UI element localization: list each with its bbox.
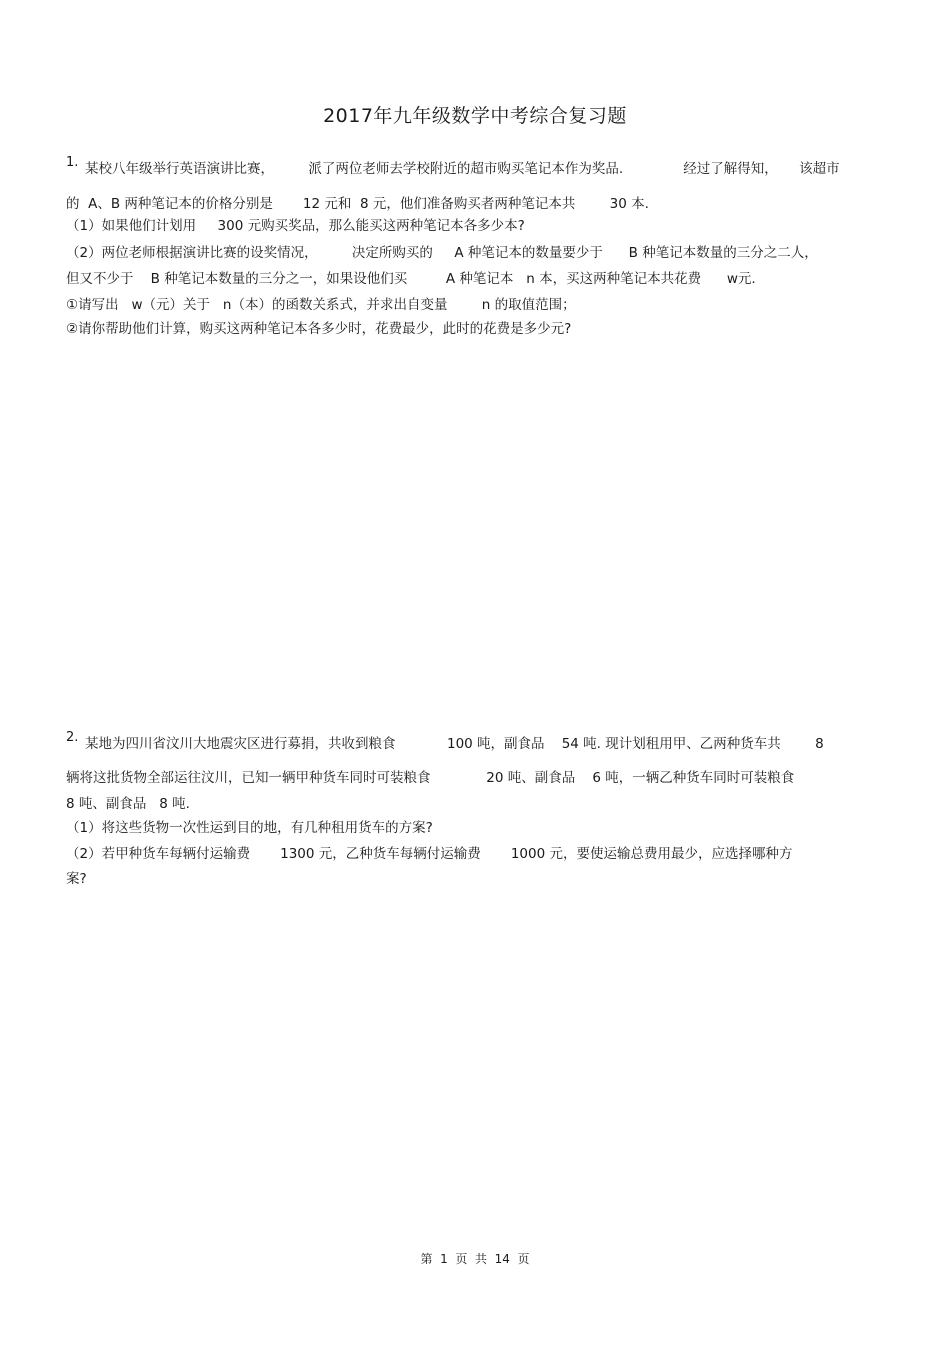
question-1-line: ②请你帮助他们计算，购买这两种笔记本各多少时，花费最少，此时的花费是多少元? <box>66 321 572 337</box>
question-2-line: 辆将这批货物全部运往汶川，已知一辆甲种货车同时可装粮食 20 吨、副食品 6 吨，一辆乙种货车同时可装粮食 <box>66 770 795 786</box>
question-1-line: （2）两位老师根据演讲比赛的设奖情况， 决定所购买的 A 种笔记本的数量要少于 B 种笔记本数量的三分之二人， <box>66 245 818 261</box>
question-1-line: 的 A、B 两种笔记本的价格分别是 12 元和 8 元，他们准备购买者两种笔记本共 30 本. <box>66 196 649 212</box>
question-2-line: （2）若甲种货车每辆付运输费 1300 元，乙种货车每辆付运输费 1000 元，要使运输总费用最少，应选择哪种方 <box>66 846 793 862</box>
page-footer: 第 1 页 共 14 页 <box>420 1252 530 1266</box>
question-1-line: 某校八年级举行英语演讲比赛， 派了两位老师去学校附近的超市购买笔记本作为奖品. 经过了解得知， 该超市 <box>85 161 840 177</box>
question-2-line: 某地为四川省汶川大地震灾区进行募捐，共收到粮食 100 吨，副食品 54 吨. 现计划租用甲、乙两种货车共 8 <box>85 736 824 752</box>
page-title: 2017年九年级数学中考综合复习题 <box>323 105 627 127</box>
question-1-line: ①请写出 w（元）关于 n（本）的函数关系式，并求出自变量 n 的取值范围； <box>66 297 576 313</box>
question-1-number: 1. <box>66 155 79 170</box>
question-2-line: 案? <box>66 871 87 887</box>
question-2-line: 8 吨、副食品 8 吨. <box>66 796 190 812</box>
question-1-line: 但又不少于 B 种笔记本数量的三分之一，如果设他们买 A 种笔记本 n 本，买这两种笔记本共花费 w元. <box>66 271 756 287</box>
question-2-line: （1）将这些货物一次性运到目的地，有几种租用货车的方案? <box>66 820 433 836</box>
question-2-number: 2. <box>66 730 79 745</box>
question-1-line: （1）如果他们计划用 300 元购买奖品，那么能买这两种笔记本各多少本? <box>66 218 525 234</box>
